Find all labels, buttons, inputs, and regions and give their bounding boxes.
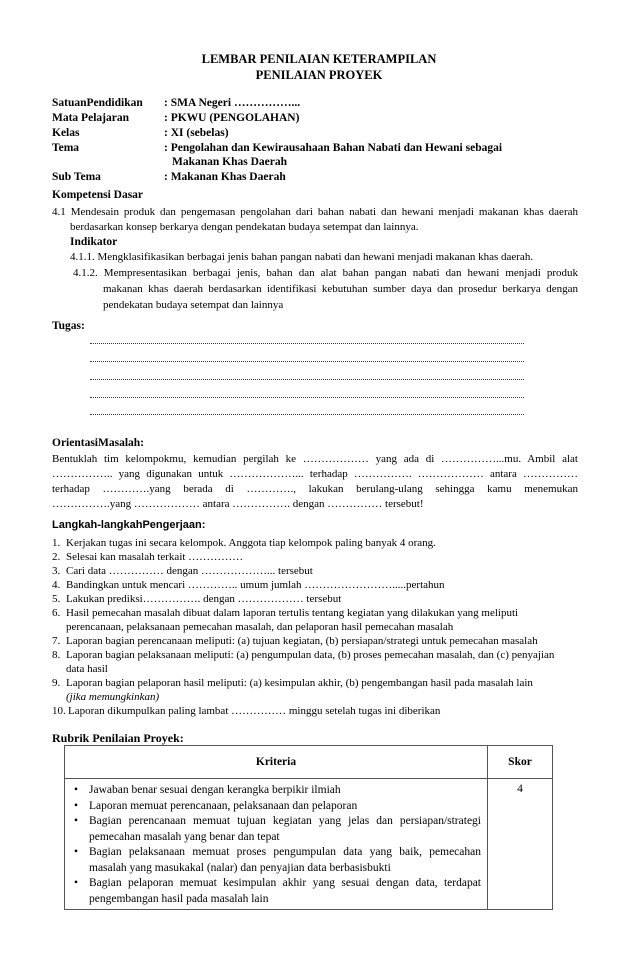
step-number: 2. bbox=[52, 551, 61, 563]
info-label: Sub Tema bbox=[52, 171, 101, 183]
step-text: Lakukan prediksi……………. dengan ……………… tersebut bbox=[66, 593, 342, 605]
step-text: Selesai kan masalah terkait …………… bbox=[66, 551, 244, 563]
indikator-item: makanan khas daerah berdasarkan identifikasi kebutuhan sumber daya dan prosedur berkarya dengan bbox=[103, 283, 578, 295]
step-number: 1. bbox=[52, 537, 61, 549]
kriteria-item: • Bagian pelaporan memuat kesimpulan akhir yang sesuai dengan data, terdapat pengembangan hasil pada masalah lain bbox=[71, 876, 481, 907]
step-text: Laporan bagian pelaksanaan meliputi: (a) pengumpulan data, (b) proses pemecahan masalah, dan (c) penyajian bbox=[66, 649, 555, 661]
step-number: 4. bbox=[52, 579, 61, 591]
step-text: (jika memungkinkan) bbox=[66, 691, 160, 703]
table-row bbox=[65, 779, 553, 910]
info-label: SatuanPendidikan bbox=[52, 97, 143, 109]
step-text: perencanaan, pelaksanaan pemecahan masalah, dan pelaporan hasil pemecahan masalah bbox=[66, 621, 454, 633]
kriteria-item: • Laporan memuat perencanaan, pelaksanaan dan pelaporan bbox=[71, 799, 481, 815]
column-header-skor: Skor bbox=[488, 746, 553, 779]
indikator-item: pendekatan budaya setempat dan lainnya bbox=[103, 299, 284, 311]
kriteria-item: • Jawaban benar sesuai dengan kerangka berpikir ilmiah bbox=[71, 783, 481, 799]
step-number: 6. bbox=[52, 607, 61, 619]
orientasi-text: terhadap ………….yang berada di …………., lakukan berulang-ulang sehingga kamu menemukan bbox=[52, 483, 578, 495]
step-text: Cari data …………… dengan ………………... tersebut bbox=[66, 565, 313, 577]
info-value: Makanan Khas Daerah bbox=[172, 156, 288, 168]
step-text: Bandingkan untuk mencari ………….. umum jumlah …………………….....pertahun bbox=[66, 579, 445, 591]
rubrik-heading: Rubrik Penilaian Proyek: bbox=[52, 731, 184, 745]
step-text: Laporan bagian pelaporan hasil meliputi: (a) kesimpulan akhir, (b) pengembangan hasil pada masalah lain bbox=[66, 677, 533, 689]
langkah-heading: Langkah-langkahPengerjaan: bbox=[52, 519, 206, 531]
orientasi-text: …………….yang ……………… antara ……………. dengan …………… tersebut! bbox=[52, 498, 424, 510]
kompetensi-heading: Kompetensi Dasar bbox=[52, 189, 144, 201]
step-text: data hasil bbox=[66, 663, 108, 675]
step-number: 9. bbox=[52, 677, 61, 689]
answer-line bbox=[90, 379, 524, 380]
answer-line bbox=[90, 414, 524, 415]
step-number: 10. bbox=[52, 705, 66, 717]
step-number: 5. bbox=[52, 593, 61, 605]
step-text: Laporan bagian perencanaan meliputi: (a) tujuan kegiatan, (b) persiapan/strategi untuk pemecahan masalah bbox=[66, 635, 538, 647]
info-label: Mata Pelajaran bbox=[52, 112, 129, 124]
indikator-item: 4.1.2. Mempresentasikan berbagai jenis, bahan dan alat bahan pangan nabati dan hewani menjadi produk bbox=[73, 267, 578, 279]
kriteria-item: • Bagian pelaksanaan memuat proses pengumpulan data yang baik, pemecahan masalah yang masukakal (nalar) dan penyajian data berbasisbukti bbox=[71, 845, 481, 876]
info-label: Kelas bbox=[52, 127, 80, 139]
answer-line bbox=[90, 361, 524, 362]
step-text: Laporan dikumpulkan paling lambat …………… minggu setelah tugas ini diberikan bbox=[68, 705, 441, 717]
info-label: Tema bbox=[52, 142, 80, 154]
info-value: : Makanan Khas Daerah bbox=[164, 171, 286, 183]
tugas-heading: Tugas: bbox=[52, 320, 85, 332]
column-header-kriteria: Kriteria bbox=[65, 746, 488, 779]
answer-line bbox=[90, 397, 524, 398]
step-number: 3. bbox=[52, 565, 61, 577]
orientasi-text: …………….. yang digunakan untuk ………………... terhadap ……………. ……………… antara …………… bbox=[52, 468, 578, 480]
step-number: 8. bbox=[52, 649, 61, 661]
step-text: Hasil pemecahan masalah dibuat dalam laporan tertulis tentang kegiatan yang dilakukan yang meliputi bbox=[66, 607, 519, 619]
info-value: : Pengolahan dan Kewirausahaan Bahan Nabati dan Hewani sebagai bbox=[164, 142, 503, 154]
indikator-item: 4.1.1. Mengklasifikasikan berbagai jenis bahan pangan nabati dan hewani menjadi makanan khas daerah. bbox=[70, 251, 534, 263]
kd-text: 4.1 Mendesain produk dan pengemasan pengolahan dari bahan nabati dan hewani menjadi makanan khas daerah bbox=[52, 206, 578, 218]
indikator-heading: Indikator bbox=[70, 236, 118, 248]
answer-line bbox=[90, 343, 524, 344]
skor-cell: 4 bbox=[488, 779, 553, 910]
page-title: LEMBAR PENILAIAN KETERAMPILAN bbox=[201, 52, 437, 66]
info-value: : SMA Negeri ……………... bbox=[164, 97, 301, 109]
kriteria-item: • Bagian perencanaan memuat tujuan kegiatan yang jelas dan persiapan/strategi pemecahan masalah yang benar dan tepat bbox=[71, 814, 481, 845]
kd-text: berdasarkan konsep berkarya dengan pendekatan budaya setempat dan lainnya. bbox=[70, 221, 419, 233]
info-value: : PKWU (PENGOLAHAN) bbox=[164, 112, 300, 124]
orientasi-heading: OrientasiMasalah: bbox=[52, 437, 144, 449]
info-value: : XI (sebelas) bbox=[164, 127, 229, 139]
step-text: Kerjakan tugas ini secara kelompok. Anggota tiap kelompok paling banyak 4 orang. bbox=[66, 537, 436, 549]
rubric-table bbox=[64, 745, 553, 910]
page-subtitle: PENILAIAN PROYEK bbox=[255, 68, 383, 82]
kriteria-cell bbox=[65, 779, 488, 910]
table-header-row bbox=[65, 746, 553, 779]
orientasi-text: Bentuklah tim kelompokmu, kemudian pergilah ke ……………… yang ada di ……………...mu. Ambil alat bbox=[52, 453, 578, 465]
step-number: 7. bbox=[52, 635, 61, 647]
